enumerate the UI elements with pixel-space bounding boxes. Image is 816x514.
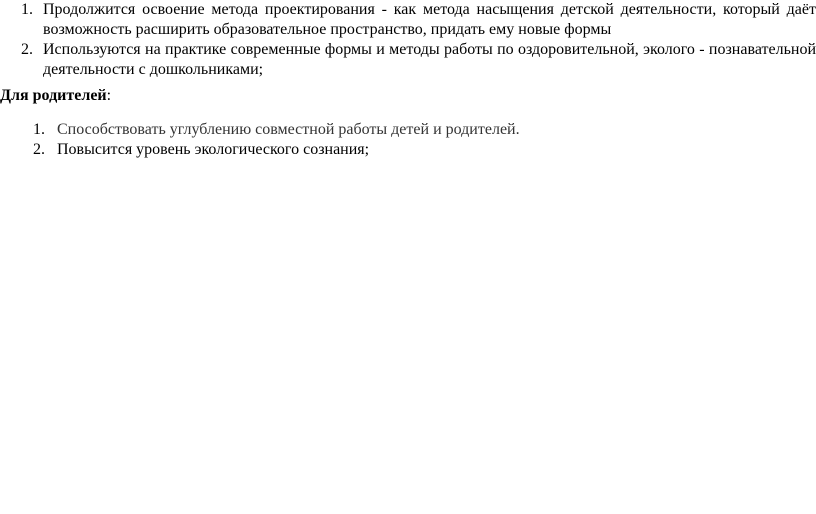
list-item-number: 1. — [33, 121, 45, 138]
section-heading — [0, 86, 111, 106]
list-item-number: 2. — [33, 141, 45, 158]
list-item-text: Способствовать углублению совместной работы детей и родителей. — [57, 121, 520, 138]
parents-list — [0, 120, 600, 160]
section-heading-suffix: : — [106, 87, 112, 104]
list-item-number: 1. — [21, 1, 33, 18]
list-item-text: Повысится уровень экологического сознания; — [57, 141, 370, 158]
list-item-number: 2. — [21, 41, 33, 58]
section-heading-text: Для родителей — [0, 87, 107, 104]
list-item — [0, 0, 816, 40]
list-item-text-line: Используются на практике современные формы и методы работы по оздоровительной, эколого - познавательной — [43, 41, 816, 58]
list-item — [0, 140, 600, 160]
list-item-text-line: деятельности с дошкольниками; — [43, 61, 264, 78]
list-item-text-line: Продолжится освоение метода проектирования - как метода насыщения детской деятельности, который даёт — [43, 1, 816, 18]
outcomes-list — [0, 0, 816, 80]
list-item — [0, 40, 816, 80]
list-item-text-line: возможность расширить образовательное пространство, придать ему новые формы — [43, 21, 612, 38]
list-item — [0, 120, 600, 140]
